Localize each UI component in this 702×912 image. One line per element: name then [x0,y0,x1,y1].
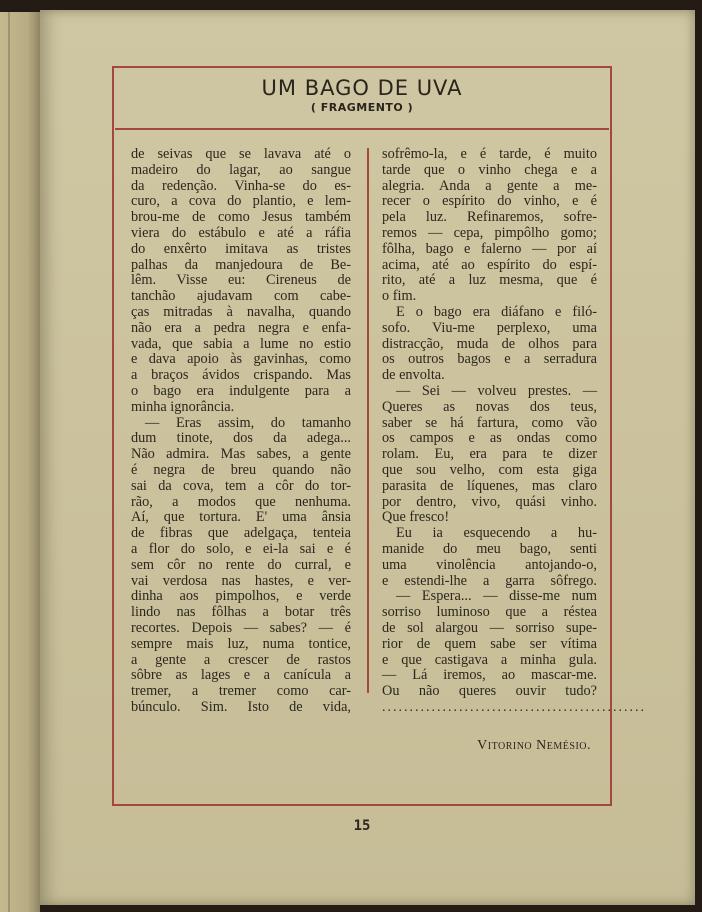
article-title: UM BAGO DE UVA [261,76,463,100]
text-line: Eu ia esquecendo a hu- [396,525,597,542]
text-line: — Lá iremos, ao mascar-me. [382,667,597,684]
text-line: a flor do solo, e ei-la sai e é [131,540,351,557]
text-line: o bago era indulgente para a [131,382,351,399]
text-line: tremer, a tremer como car- [131,683,351,700]
text-line: alegria. Anda a gente a me- [382,177,597,194]
text-line: ças mitradas à navalha, quando [131,303,351,320]
text-line: brou-me de como Jesus também [131,209,351,226]
text-line: rolam. Eu, era para te dizer [382,446,597,463]
text-line: Ou não queres ouvir tudo? [382,683,597,700]
text-line: tarde que o vinho chega e a [382,161,597,178]
text-line: vada, que sabia a lume no estio [131,335,351,352]
text-line: E o bago era diáfano e filó- [396,303,597,320]
text-line: curo, a cova do plantio, e lem- [131,193,351,210]
page-number: 15 [353,818,371,834]
text-line: do enxêrto imitava as tristes [131,240,351,257]
text-line: tanchão ajudavam com cabe- [131,288,351,305]
text-line: Não admira. Mas sabes, a gente [131,446,351,463]
text-line: e dava apoio às gavinhas, como [131,351,351,368]
text-line: recer o espírito do vinho, e é [382,193,597,210]
text-line: sempre mais luz, numa tontice, [131,635,351,652]
text-line: sofrêmo-la, e é tarde, é muito [382,146,597,162]
text-line: manide do meu bago, senti [382,540,597,557]
text-line: lêm. Visse eu: Cireneus de [131,272,351,289]
text-line: — Sei — volveu prestes. — [396,382,597,399]
text-line: os outros bagos e a serradura [382,351,597,368]
text-line: ................................................ [382,699,646,715]
text-line: remos — cepa, pimpôlho gomo; [382,224,597,241]
text-line: Aí, que tortura. E' uma ânsia [131,509,351,526]
text-line: sorriso luminoso que a réstea [382,604,597,621]
text-line: sem côr no rente do curral, e [131,556,351,573]
text-line: parasita de líquenes, mas claro [382,477,597,494]
text-line: da redenção. Vinha-se do es- [131,177,351,194]
left-column [131,147,351,716]
text-line: pela luz. Refinaremos, sofre- [382,209,597,226]
text-line: madeiro do lagar, ao sangue [131,161,351,178]
text-line: Que fresco! [382,509,450,526]
text-line: a gente a crescer de rastos [131,651,351,668]
text-line: e que castigava a minha gula. [382,651,597,668]
text-line: e estendi-lhe a garra sôfrego. [382,572,597,589]
text-line: — Eras assim, do tamanho [145,414,351,431]
text-line: sofo. Viu-me perplexo, uma [382,319,597,336]
text-line: rito, até a luz mesma, que é [382,272,597,289]
text-line: viera do estábulo e até a ráfia [131,224,351,241]
text-line: de envolta. [382,367,445,384]
facing-page-edge [0,12,40,912]
text-line: o fim. [382,288,417,305]
text-line: de fibras que adelgaça, tenteia [131,525,351,542]
text-line: saber se há fartura, como vão [382,414,597,431]
right-column [382,146,646,716]
text-line: sôbre as lages e a canícula a [131,667,351,684]
text-line: a braços ávidos crispando. Mas [131,367,351,384]
text-line: fôlha, bago e falerno — por aí [382,240,597,257]
text-line: palhas da manjedoura de Be- [131,256,351,273]
text-line: — Espera... — disse-me num [396,588,597,605]
text-line: búnculo. Sim. Isto de vida, [131,698,351,715]
column-divider [367,148,369,693]
text-line: acima, até ao espírito do espí- [382,256,597,273]
text-line: distracção, muda de olhos para [382,335,597,352]
text-line: rão, a modos que nenhuma. [131,493,351,510]
text-line: não era a pedra negra e enfa- [131,319,351,336]
text-line: dinha aos pimpolhos, e verde [131,588,351,605]
author-signature: Vitorino Nemésio. [477,738,591,753]
text-line: vai verdosa nas hastes, e ver- [131,572,351,589]
text-line: dum tinote, dos da adega... [131,430,351,447]
article-subtitle: ( FRAGMENTO ) [310,101,414,114]
text-line: de sol alargou — sorriso supe- [382,619,597,636]
text-line: Queres as novas dos teus, [382,398,597,415]
header-rule [115,128,609,130]
text-line: uma vinolência antojando-o, [382,556,597,573]
text-line: rior de quem sabe ser vítima [382,635,597,652]
text-line: por dentro, vivo, quási vinho. [382,493,597,510]
text-line: é negra de breu quando não [131,461,351,478]
text-line: recortes. Depois — sabes? — é [131,619,351,636]
text-line: de seivas que se lavava até o [131,146,351,162]
text-line: sai da cova, tem a côr do tor- [131,477,351,494]
text-line: minha ignorância. [131,398,235,415]
text-line: que sou velho, com esta giga [382,461,597,478]
text-line: lindo nas fôlhas a botar três [131,604,351,621]
text-line: os campos e as ondas como [382,430,597,447]
